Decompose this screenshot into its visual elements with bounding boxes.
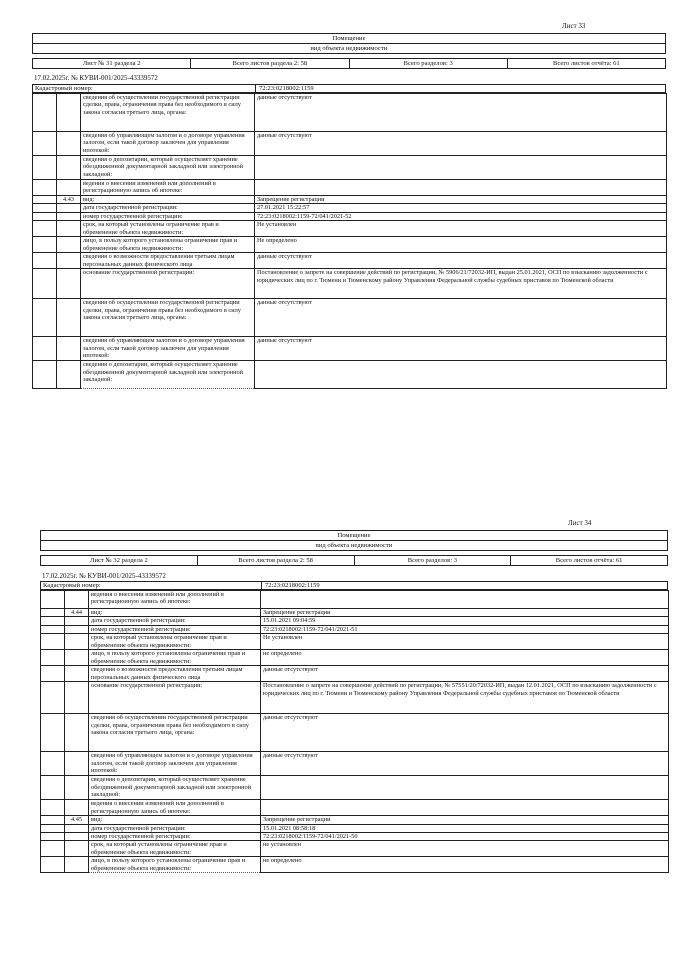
field-value [255, 361, 667, 389]
record-number [65, 650, 89, 666]
field-value: Не установлен [261, 634, 669, 650]
object-title: Помещение [33, 34, 665, 44]
total-report-sheets: Всего листов отчёта: 61 [555, 557, 623, 564]
field-value [261, 800, 669, 816]
row-blank-cell [41, 591, 65, 609]
field-value: 72:23:0218002:1159-72/041/2021-51 [261, 625, 669, 633]
field-value: 72:23:0218002:1159-72/041/2021-52 [255, 212, 667, 220]
table-row [33, 269, 667, 299]
field-value: данные отсутствуют [261, 666, 669, 682]
table-row [33, 94, 667, 132]
table-row [33, 337, 667, 361]
field-value: данные отсутствуют [255, 132, 667, 156]
field-value: Запрещение регистрации [261, 816, 669, 824]
row-blank-cell [33, 237, 57, 253]
field-value: 15.01.2021 09:04:59 [261, 617, 669, 625]
field-value [261, 776, 669, 800]
field-value: не установлен [261, 841, 669, 857]
cadastral-value: 72:23:0218002:1159 [265, 582, 320, 589]
sheet-counters [32, 58, 666, 69]
table-row [41, 682, 669, 714]
field-label: дата государственной регистрации: [89, 824, 261, 832]
field-value: 15.01.2021 08:58:18 [261, 824, 669, 832]
table-row [41, 816, 669, 824]
row-blank-cell [41, 752, 65, 776]
record-number [65, 824, 89, 832]
field-label: срок, на который установлены ограничение прав и обременение объекта недвижимости: [81, 221, 255, 237]
row-blank-cell [41, 714, 65, 752]
field-label: сведения об осуществлении государственной регистрации сделки, права, ограничения права без необходимого в силу закона согласия третьего лица, органа: [81, 299, 255, 337]
row-blank-cell [41, 625, 65, 633]
row-blank-cell [33, 132, 57, 156]
field-value: Постановление о запрете на совершение действий по регистрации, № 5906/21/72032-ИП, выдан 25.01.2021, ОСП по взысканию задолженности с юридических лиц по г. Тюмени и Тюменскому району Управления Федеральной службы судебных приставов по Тюменской области [255, 269, 667, 299]
table-row [41, 625, 669, 633]
row-blank-cell [41, 841, 65, 857]
table-row [33, 196, 667, 204]
row-blank-cell [41, 609, 65, 617]
table-row [33, 212, 667, 220]
table-row [41, 752, 669, 776]
field-value: Постановление о запрете на совершение действий по регистрации, № 57551/20/72032-ИП, выдан 12.01.2021, ОСП по взысканию задолженности с юридических лиц по г. Тюмени и Тюменскому району Управления Федеральной службы судебных приставов по Тюменской области [261, 682, 669, 714]
field-value: данные отсутствуют [261, 714, 669, 752]
row-blank-cell [41, 666, 65, 682]
field-value: Не установлен [255, 221, 667, 237]
field-value [261, 591, 669, 609]
table-row [41, 824, 669, 832]
field-label: сведения об осуществлении государственной регистрации сделки, права, ограничения права без необходимого в силу закона согласия третьего лица, органа: [81, 94, 255, 132]
document-number: 17.02.2025г. № КУВИ-001/2025-43339572 [42, 572, 166, 580]
total-section-sheets: Всего листов раздела 2: 58 [198, 556, 355, 565]
field-value: данные отсутствуют [255, 337, 667, 361]
document-number: 17.02.2025г. № КУВИ-001/2025-43339572 [34, 74, 158, 82]
row-blank-cell [41, 776, 65, 800]
records-table [40, 590, 669, 873]
row-blank-cell [33, 196, 57, 204]
field-label: лицо, в пользу которого установлены ограничение прав и обременение объекта недвижимости: [89, 857, 261, 873]
row-blank-cell [33, 337, 57, 361]
object-subtitle: вид объекта недвижимости [315, 542, 393, 549]
record-number [57, 94, 81, 132]
sheet-number: Лист 33 [562, 22, 586, 30]
row-blank-cell [33, 204, 57, 212]
cadastral-row [40, 581, 668, 590]
field-label: сведения о депозитарии, который осуществляет хранение обездвиженной документарной закладной или электронной закладной: [81, 156, 255, 180]
record-number [57, 221, 81, 237]
field-value: не определено [261, 650, 669, 666]
record-number [65, 634, 89, 650]
object-title: Помещение [41, 531, 667, 541]
field-label: ведения о внесении изменений или дополнений в регистрационную запись об ипотеке: [89, 591, 261, 609]
field-label: номер государственной регистрации: [89, 625, 261, 633]
row-blank-cell [41, 650, 65, 666]
record-number [57, 237, 81, 253]
row-blank-cell [33, 94, 57, 132]
record-number [65, 666, 89, 682]
record-number: 4.45 [65, 816, 89, 824]
table-row [41, 776, 669, 800]
field-label: сведения о депозитарии, который осуществляет хранение обездвиженной документарной закладной или электронной закладной: [81, 361, 255, 389]
table-row [41, 634, 669, 650]
field-label: сведения о депозитарии, который осуществляет хранение обездвиженной документарной закладной или электронной закладной: [89, 776, 261, 800]
record-number [57, 180, 81, 196]
cadastral-value: 72:23:0218002:1159 [259, 85, 314, 92]
table-row [41, 666, 669, 682]
field-value: Не определено [255, 237, 667, 253]
row-blank-cell [41, 634, 65, 650]
row-blank-cell [33, 180, 57, 196]
field-label: основание государственной регистрации: [81, 269, 255, 299]
object-header [40, 530, 668, 551]
sheet-of-section: Лист № 32 раздела 2 [41, 556, 198, 565]
record-number: 4.44 [65, 609, 89, 617]
field-value: 72:23:0218002:1159-72/041/2021-50 [261, 833, 669, 841]
table-row [41, 650, 669, 666]
field-label: основание государственной регистрации: [89, 682, 261, 714]
table-row [41, 591, 669, 609]
field-value: данные отсутствуют [255, 299, 667, 337]
record-number [57, 204, 81, 212]
field-value: данные отсутствуют [261, 752, 669, 776]
record-number [65, 591, 89, 609]
field-value [255, 156, 667, 180]
table-row [41, 617, 669, 625]
row-blank-cell [41, 857, 65, 873]
sheet-of-section: Лист № 31 раздела 2 [33, 59, 191, 68]
table-row [33, 221, 667, 237]
field-label: номер государственной регистрации: [89, 833, 261, 841]
row-blank-cell [41, 800, 65, 816]
field-label: сведения об осуществлении государственной регистрации сделки, права, ограничения права без необходимого в силу закона согласия третьего лица, органа: [89, 714, 261, 752]
table-row [33, 180, 667, 196]
table-row [41, 841, 669, 857]
row-blank-cell [33, 221, 57, 237]
record-number [65, 682, 89, 714]
field-label: сведения об управляющем залогом и о договоре управления залогом, если такой договор заключен для управления ипотекой: [81, 132, 255, 156]
total-sections: Всего разделов: 3 [350, 59, 508, 68]
field-label: вид: [81, 196, 255, 204]
record-number [57, 156, 81, 180]
table-row [33, 237, 667, 253]
object-header [32, 33, 666, 54]
field-value: данные отсутствуют [255, 253, 667, 269]
records-table [32, 93, 667, 389]
row-blank-cell [33, 212, 57, 220]
row-blank-cell [33, 361, 57, 389]
record-number [57, 299, 81, 337]
field-label: ведения о внесении изменений или дополнений в регистрационную запись об ипотеке: [89, 800, 261, 816]
cadastral-row [32, 84, 666, 93]
record-number [65, 833, 89, 841]
field-value: 27.01.2021 15:22:57 [255, 204, 667, 212]
field-value: Запрещение регистрации [261, 609, 669, 617]
record-number [65, 617, 89, 625]
record-number [65, 752, 89, 776]
row-blank-cell [41, 833, 65, 841]
table-row [41, 609, 669, 617]
field-label: лицо, в пользу которого установлены ограничение прав и обременение объекта недвижимости: [81, 237, 255, 253]
field-label: вид: [89, 816, 261, 824]
record-number [57, 132, 81, 156]
row-blank-cell [33, 269, 57, 299]
row-blank-cell [33, 299, 57, 337]
record-number [57, 269, 81, 299]
cadastral-label: Кадастровый номер: [43, 582, 101, 589]
record-number [65, 776, 89, 800]
table-row [33, 204, 667, 212]
table-row [41, 800, 669, 816]
sheet-counters [40, 555, 668, 566]
row-blank-cell [33, 253, 57, 269]
table-row [33, 299, 667, 337]
table-row [33, 132, 667, 156]
field-label: сведения о возможности предоставления третьим лицам персональных данных физического лица [81, 253, 255, 269]
field-label: сведения об управляющем залогом и о договоре управления залогом, если такой договор заключен для управления ипотекой: [81, 337, 255, 361]
object-subtitle: вид объекта недвижимости [310, 45, 388, 52]
record-number [65, 800, 89, 816]
total-sections: Всего разделов: 3 [355, 556, 512, 565]
field-label: дата государственной регистрации: [89, 617, 261, 625]
field-label: срок, на который установлены ограничение прав и обременение объекта недвижимости: [89, 841, 261, 857]
table-row [41, 833, 669, 841]
record-number [65, 625, 89, 633]
row-blank-cell [33, 156, 57, 180]
row-blank-cell [41, 824, 65, 832]
field-label: ведения о внесении изменений или дополнений в регистрационную запись об ипотеке: [81, 180, 255, 196]
record-number [57, 361, 81, 389]
row-blank-cell [41, 816, 65, 824]
field-label: дата государственной регистрации: [81, 204, 255, 212]
field-label: вид: [89, 609, 261, 617]
cadastral-label: Кадастровый номер: [35, 85, 93, 92]
record-number [57, 253, 81, 269]
field-label: сведения о возможности предоставления третьим лицам персональных данных физического лица [89, 666, 261, 682]
record-number [57, 212, 81, 220]
field-label: срок, на который установлены ограничение прав и обременение объекта недвижимости: [89, 634, 261, 650]
total-report-sheets: Всего листов отчёта: 61 [553, 60, 620, 67]
record-number [57, 337, 81, 361]
record-number: 4.43 [57, 196, 81, 204]
row-blank-cell [41, 682, 65, 714]
table-row [41, 857, 669, 873]
field-value: данные отсутствуют [255, 94, 667, 132]
record-number [65, 714, 89, 752]
record-number [65, 841, 89, 857]
field-label: сведения об управляющем залогом и о договоре управления залогом, если такой договор заключен для управления ипотекой: [89, 752, 261, 776]
table-row [33, 361, 667, 389]
table-row [33, 253, 667, 269]
sheet-number: Лист 34 [568, 519, 592, 527]
field-value: Запрещение регистрации [255, 196, 667, 204]
record-number [65, 857, 89, 873]
table-row [41, 714, 669, 752]
row-blank-cell [41, 617, 65, 625]
field-label: лицо, в пользу которого установлены ограничение прав и обременение объекта недвижимости: [89, 650, 261, 666]
total-section-sheets: Всего листов раздела 2: 58 [191, 59, 349, 68]
field-label: номер государственной регистрации: [81, 212, 255, 220]
field-value: не определено [261, 857, 669, 873]
table-row [33, 156, 667, 180]
field-value [255, 180, 667, 196]
